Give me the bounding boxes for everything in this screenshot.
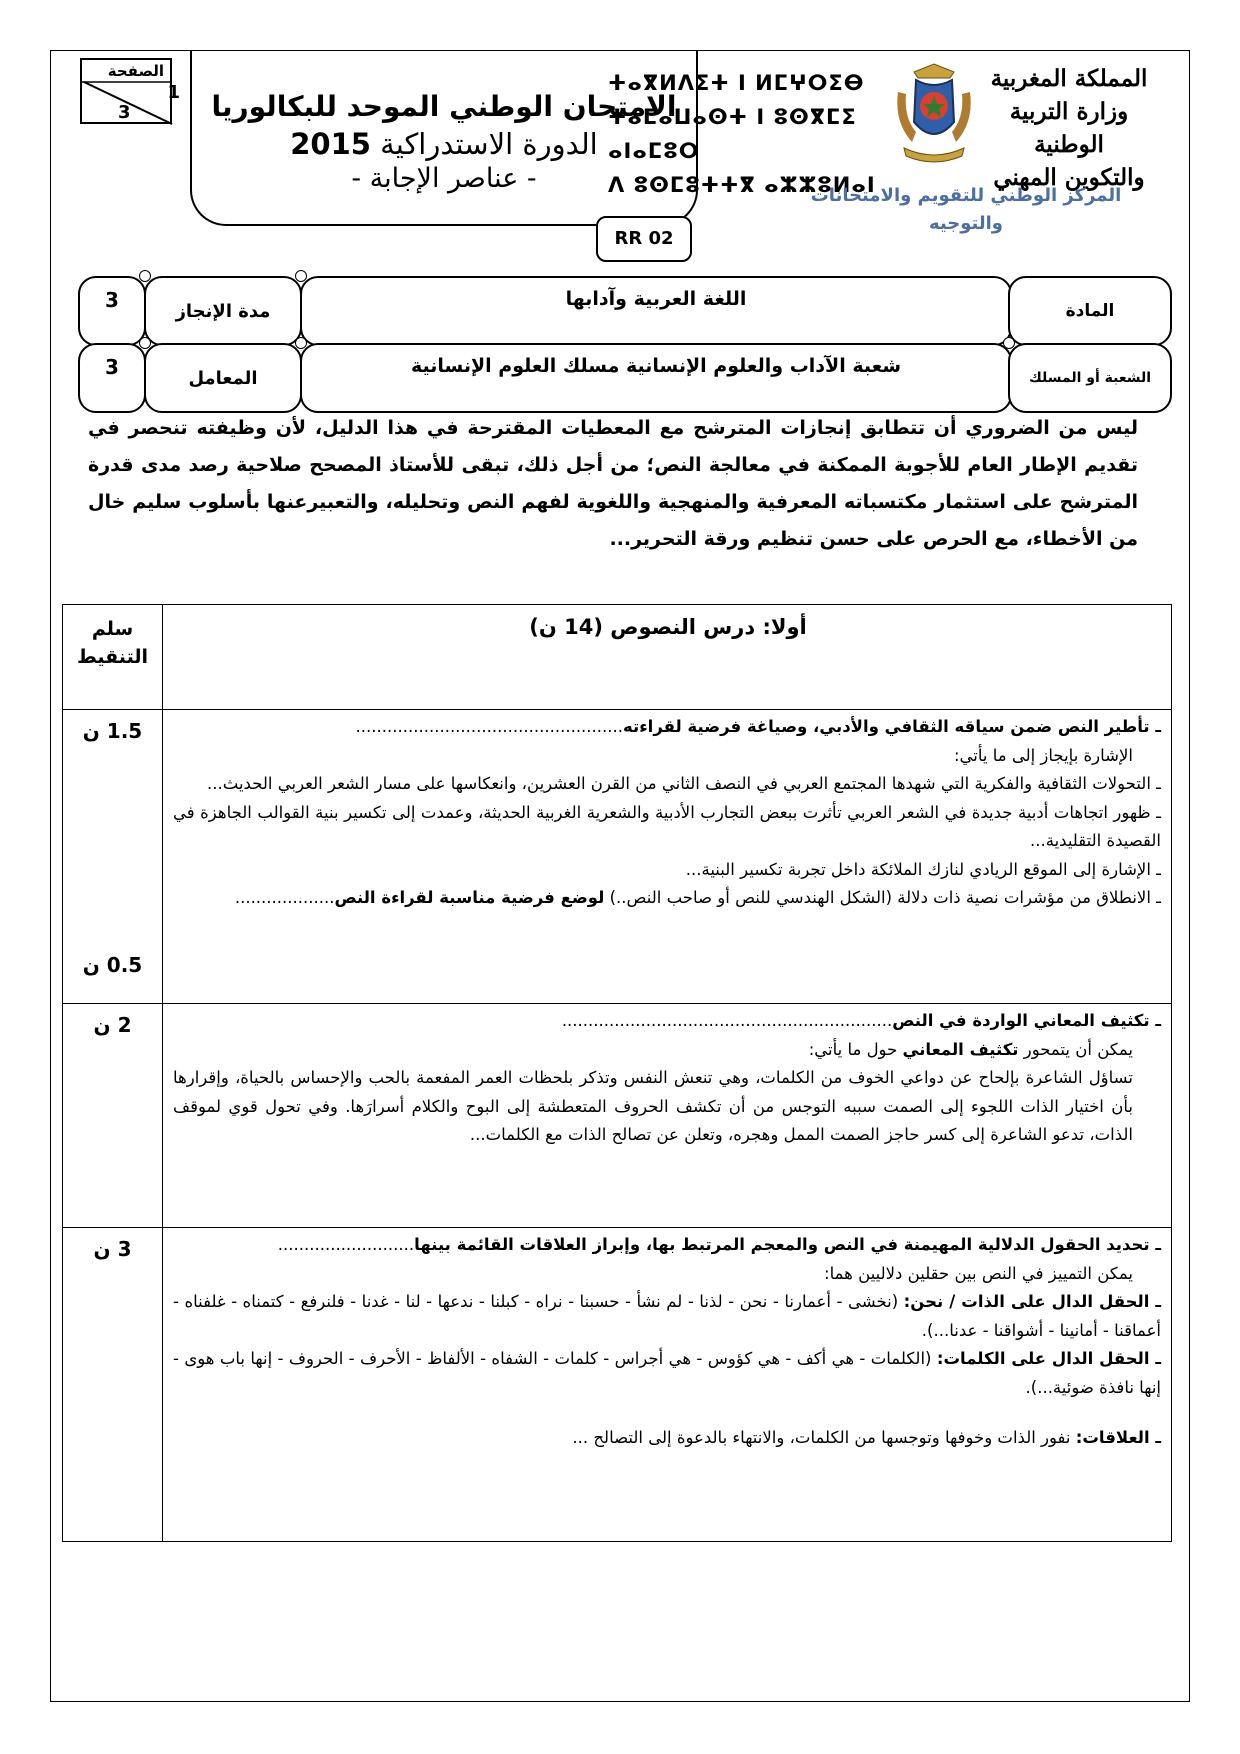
field-text: (الكلمات - هي أكف - هي كؤوس - هي أجراس - كلمات - الشفاه - الألفاظ - الأحرف - الحروف - إنها باب هوى - إنها نافذة ضوئية...). bbox=[173, 1349, 1161, 1397]
subject-label: المادة bbox=[1008, 276, 1172, 346]
ministry-line-3: والتكوين المهني bbox=[993, 164, 1145, 191]
exam-code: RR 02 bbox=[596, 216, 692, 262]
connector-dot bbox=[295, 270, 307, 282]
relations-label: ـ العلاقات: bbox=[1075, 1428, 1161, 1447]
branch-row bbox=[78, 343, 1172, 413]
session-text: الدورة الاستدراكية bbox=[380, 127, 598, 161]
page-number: 1 bbox=[167, 82, 180, 103]
page-total: 3 bbox=[118, 102, 131, 123]
coat-of-arms-icon bbox=[892, 62, 976, 166]
duration-value: 3 bbox=[78, 276, 146, 346]
answer-block-context bbox=[173, 713, 1161, 913]
answer-block-fields bbox=[173, 1231, 1161, 1453]
evaluation-center-name bbox=[806, 182, 1126, 238]
block-line-bold: لوضع فرضية مناسبة لقراءة النص bbox=[334, 888, 605, 907]
heading-dots: ................................................... bbox=[355, 717, 624, 736]
connector-dot bbox=[295, 337, 307, 349]
connector-dot bbox=[139, 337, 151, 349]
tifinagh-line-2: ⵜⴰⵎⴰⵡⴰⵙⵜ ⵏ ⵓⵙⴳⵎⵉ ⴰⵏⴰⵎⵓⵔ bbox=[608, 105, 857, 163]
heading-dots: ............................................................... bbox=[561, 1011, 893, 1030]
connector-dot bbox=[139, 270, 151, 282]
block-line: يمكن أن يتمحور bbox=[1023, 1039, 1133, 1059]
block-line: حول ما يأتي: bbox=[808, 1039, 898, 1059]
block-line: ـ الانطلاق من مؤشرات نصية ذات دلالة (الشكل الهندسي للنص أو صاحب النص..) bbox=[609, 888, 1161, 907]
answer-elements: - عناصر الإجابة - bbox=[351, 163, 537, 194]
branch-label: الشعبة أو المسلك bbox=[1008, 343, 1172, 413]
block-line-bold: تكثيف المعاني bbox=[902, 1039, 1019, 1059]
block-line-dots: ................... bbox=[234, 888, 335, 907]
branch-value: شعبة الآداب والعلوم الإنسانية مسلك العلوم الإنسانية bbox=[300, 343, 1012, 413]
ministry-line-1: المملكة المغربية bbox=[990, 65, 1148, 92]
block-line: الإشارة بإيجاز إلى ما يأتي: bbox=[953, 745, 1133, 765]
coefficient-value: 3 bbox=[78, 343, 146, 413]
relations-text: نفور الذات وخوفها وتوجسها من الكلمات، والانتهاء بالدعوة إلى التصالح ... bbox=[572, 1428, 1071, 1447]
center-line-1: المركز الوطني للتقويم والامتحانات bbox=[810, 185, 1122, 206]
block-heading: ـ تحديد الحقول الدلالية المهيمنة في النص والمعجم المرتبط بها، وإبراز العلاقات القائمة بينها bbox=[414, 1235, 1161, 1254]
session-year: 2015 bbox=[290, 127, 371, 161]
block-heading: ـ تكثيف المعاني الواردة في النص bbox=[892, 1011, 1161, 1030]
duration-label: مدة الإنجاز bbox=[144, 276, 302, 346]
field-label: ـ الحقل الدال على الذات / نحن: bbox=[903, 1292, 1162, 1311]
ministry-name-arabic bbox=[984, 62, 1154, 194]
connector-dot bbox=[1003, 337, 1015, 349]
subject-row bbox=[78, 276, 1172, 346]
field-label: ـ الحقل الدال على الكلمات: bbox=[936, 1349, 1161, 1368]
row-divider bbox=[63, 1227, 1171, 1228]
row-score-secondary: 0.5 ن bbox=[82, 953, 143, 977]
section-title: أولا: درس النصوص (14 ن) bbox=[529, 615, 807, 639]
page-number-box bbox=[80, 58, 180, 124]
block-line: ـ الإشارة إلى الموقع الريادي لنازك الملائكة داخل تجربة تكسير البنية... bbox=[685, 859, 1161, 879]
tifinagh-line-3: ⴷ ⵓⵙⵎⵓⵜⵜⴳ ⴰⵣⵣⵓⵍⴰⵏ bbox=[608, 173, 876, 197]
subject-value: اللغة العربية وآدابها bbox=[300, 276, 1012, 346]
center-line-2: والتوجيه bbox=[929, 213, 1003, 234]
field-text: (نخشى - أعمارنا - نحن - لذنا - لم نشأ - حسبنا - نراه - كبلنا - ندعها - لنا - غدنا - فلنرفع - كتمناه - غلفناه - أعماقنا - أمانينا - أشواقنا - عدنا...). bbox=[173, 1292, 1161, 1340]
block-body: تساؤل الشاعرة بإلحاح عن دواعي الخوف من الكلمات، وهي تنعش النفس وتذكر بلحظات العمر المفعمة بالحب والإحساس بالحياة، وإقرارها بأن اختيار الذات اللجوء إلى الصمت سببه التوجس من أن تكشف الحروف المتعطشة إلى البوح والكلام أسرارَها. وفي تحول قوي لموقف الذات، تدعو الشاعرة إلى كسر حاجز الصمت الممل وهجره، وتعلن عن تصالح الذات مع الكلمات... bbox=[173, 1068, 1133, 1144]
instructions-paragraph: ليس من الضروري أن تتطابق إنجازات المترشح مع المعطيات المقترحة في هذا الدليل، لأن وظيفته تنحصر في تقديم الإطار العام للأجوبة الممكنة في معالجة النص؛ من أجل ذلك، تبقى للأستاذ المصحح صلاحية رصد مدى قدرة المترشح على استثمار مكتسباته المعرفية والمنهجية واللغوية لفهم النص وتحليله، والتعبيرعنها بأسلوب سليم خال من الأخطاء، مع الحرص على حسن تنظيم ورقة التحرير... bbox=[88, 417, 1138, 550]
row-divider bbox=[63, 709, 1171, 710]
row-divider bbox=[63, 1003, 1171, 1004]
score-column-header: سلم التنقيط bbox=[77, 618, 148, 668]
column-divider bbox=[162, 605, 163, 1541]
block-line: ـ التحولات الثقافية والفكرية التي شهدها المجتمع العربي في النصف الثاني من القرن العشرين، وانعكاسها على مسار الشعر العربي الحديث... bbox=[207, 774, 1161, 793]
page-label: الصفحة bbox=[107, 62, 164, 80]
heading-dots: .......................... bbox=[277, 1235, 415, 1254]
exam-title: الامتحان الوطني الموحد للبكالوريا bbox=[211, 90, 677, 123]
coefficient-label: المعامل bbox=[144, 343, 302, 413]
block-heading: ـ تأطير النص ضمن سياقه الثقافي والأدبي، وصياغة فرضية لقراءته bbox=[623, 717, 1161, 736]
tifinagh-line-1: ⵜⴰⴳⵍⴷⵉⵜ ⵏ ⵍⵎⵖⵔⵉⴱ bbox=[608, 71, 865, 95]
answer-table bbox=[62, 604, 1172, 1542]
row-score: 1.5 ن bbox=[82, 719, 143, 743]
block-line: ـ ظهور اتجاهات أدبية جديدة في الشعر العربي تأثرت ببعض التجارب الأدبية والشعرية الغربية الحديثة، وعمدت إلى تكسير بنية القوالب الجاهزة في القصيدة التقليدية... bbox=[173, 802, 1161, 850]
row-score: 2 ن bbox=[93, 1013, 132, 1037]
ministry-line-2: وزارة التربية الوطنية bbox=[1009, 98, 1129, 158]
block-line: يمكن التمييز في النص بين حقلين دلاليين هما: bbox=[824, 1263, 1133, 1283]
row-score: 3 ن bbox=[93, 1237, 132, 1261]
answer-block-meanings bbox=[173, 1007, 1161, 1150]
